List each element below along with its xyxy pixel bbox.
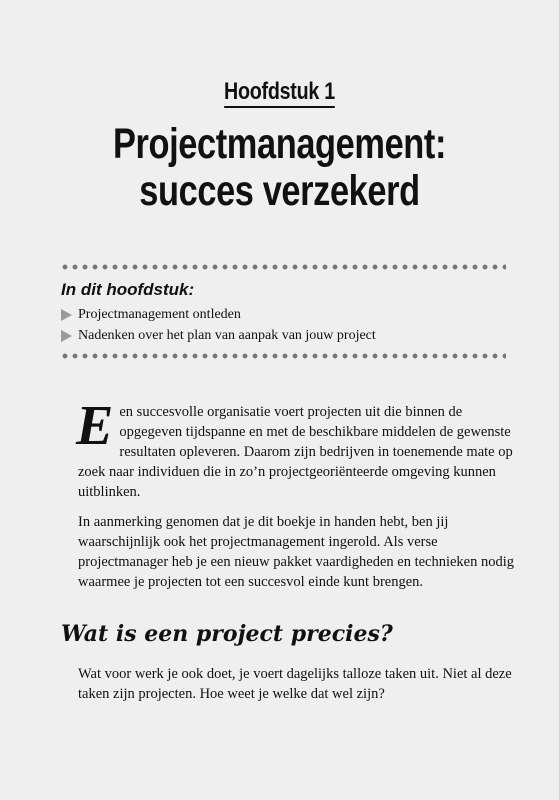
in-chapter-list: [61, 304, 376, 346]
list-item-label: Nadenken over het plan van aanpak van jouw project: [78, 327, 376, 343]
list-item: [61, 325, 376, 346]
list-item: [61, 304, 376, 325]
second-paragraph: In aanmerking genomen dat je dit boekje in handen hebt, ben jij waarschijnlijk ook het projectmanagement ingerold. Als verse projectmanager heb je een nieuw pakket vaardigheden en technieken nodig waarmee je projecten tot een succesvol einde kunt brengen.: [78, 514, 515, 590]
drop-cap: E: [76, 395, 114, 457]
section-paragraph: Wat voor werk je ook doet, je voert dagelijks talloze taken uit. Niet al deze taken zijn projecten. Hoe weet je welke dat wel zijn?: [78, 666, 512, 702]
chapter-title: [56, 121, 503, 215]
dotted-divider-top: [60, 264, 506, 270]
chapter-label: Hoofdstuk 1: [50, 78, 508, 106]
list-item-label: Projectmanagement ontleden: [78, 306, 241, 322]
in-chapter-heading: In dit hoofdstuk:: [61, 280, 195, 299]
dotted-divider-bottom: [60, 353, 506, 359]
chapter-title-line2: succes verzekerd: [139, 167, 420, 215]
section-heading: Wat is een project precies?: [61, 621, 393, 647]
intro-paragraph-text: en succesvolle organisatie voert projecten uit die binnen de opgegeven tijdspanne en met de beschikbare middelen de gewenste resultaten opleveren. Daarom zijn bedrijven in toenemende mate op zoek naar individuen die in zo’n projectgeoriënteerde omgeving kunnen uitblinken.: [78, 404, 513, 500]
intro-paragraph: [76, 395, 518, 502]
triangle-bullet-icon: [61, 309, 72, 321]
triangle-bullet-icon: [61, 330, 72, 342]
chapter-title-line1: Projectmanagement:: [112, 120, 447, 168]
